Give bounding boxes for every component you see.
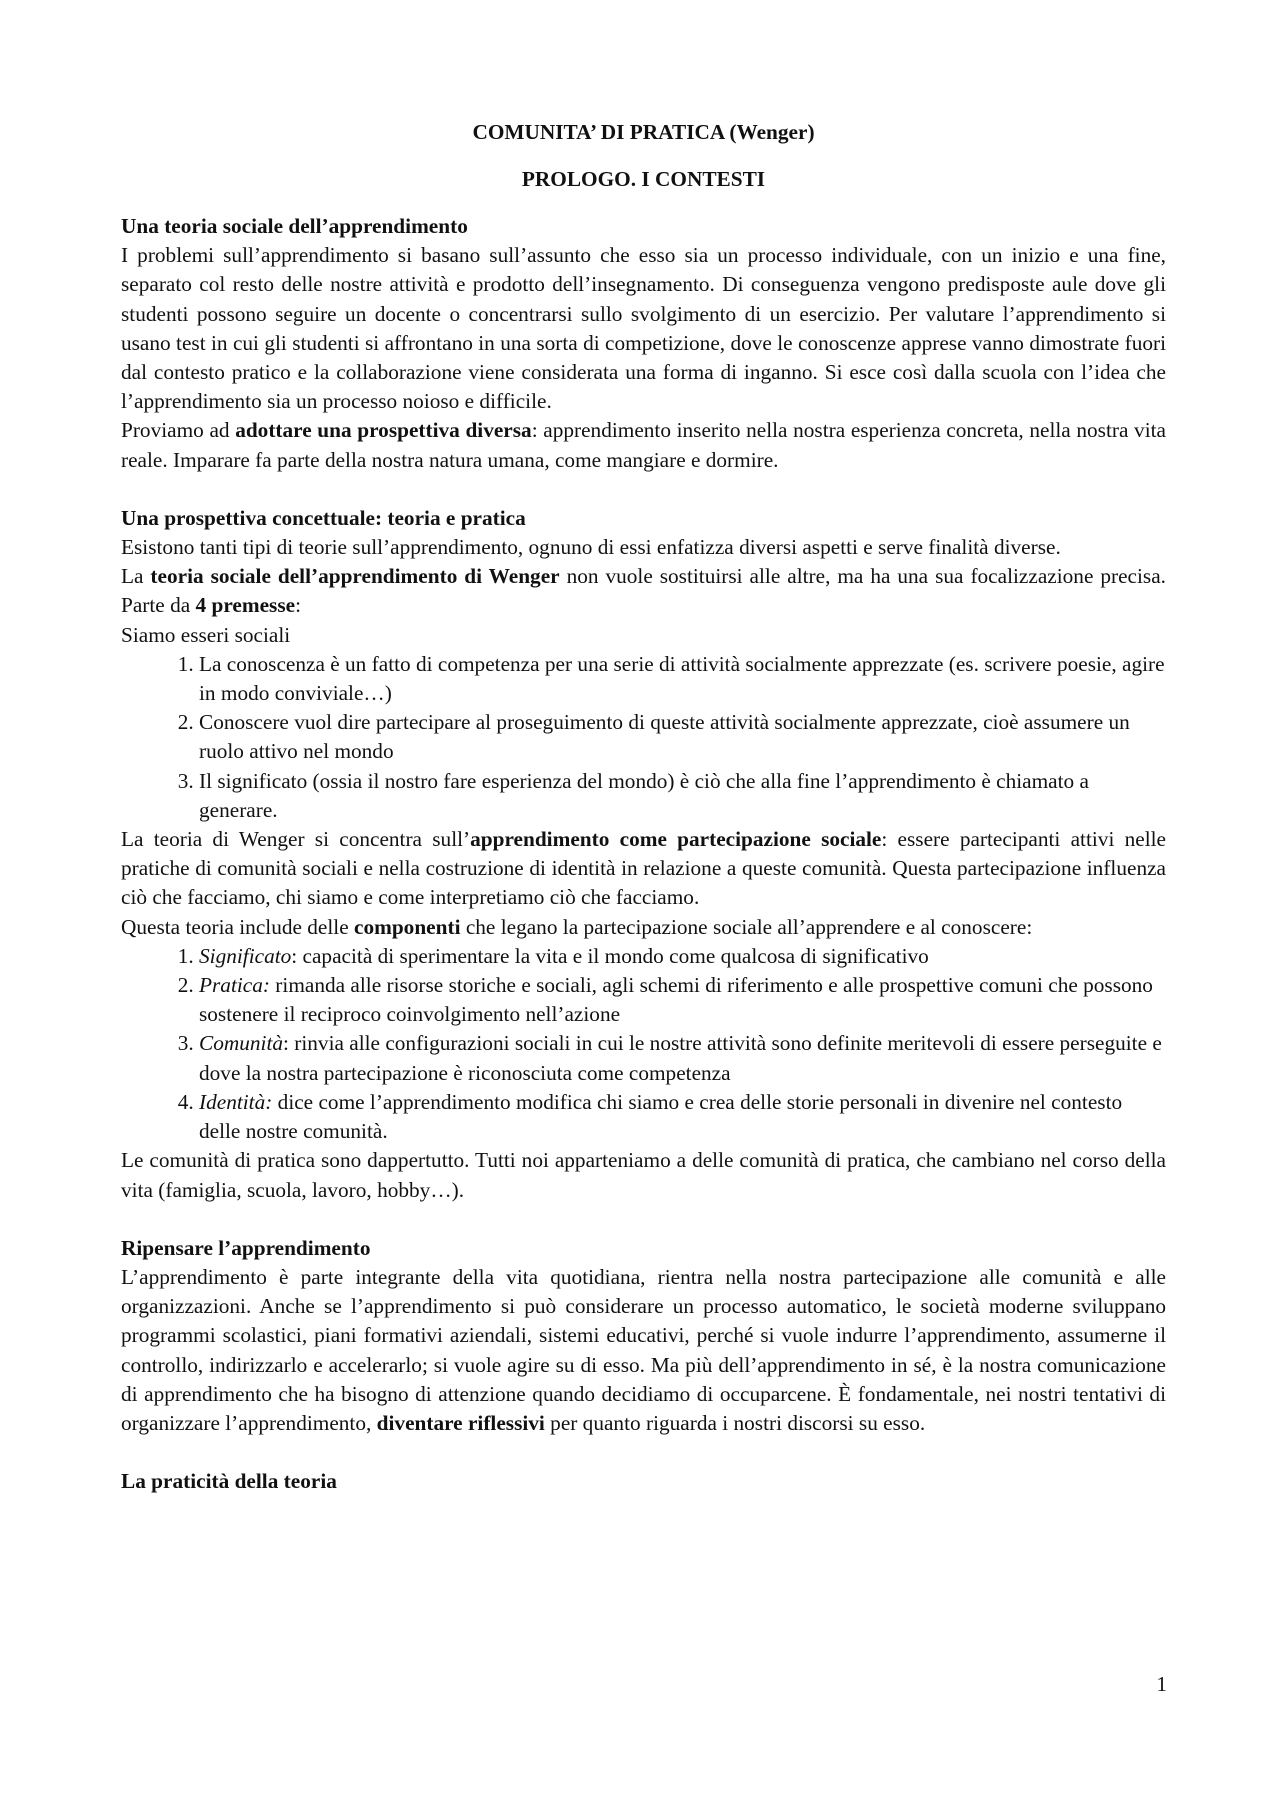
section-1-paragraph-1: I problemi sull’apprendimento si basano sull’assunto che esso sia un processo individuale, con un inizio e una fine, separato col resto delle nostre attività e prodotto dell’insegnamento. Di conseguenza vengono predisposte aule dove gli studenti possono seguire un docente o concentrarsi sullo svolgimento di un esercizio. Per valutare l’apprendimento si usano test in cui gli studenti si affrontano in una sorta di competizione, dove le conoscenze apprese vanno dimostrate fuori dal contesto pratico e la collaborazione viene considerata una forma di inganno. Si esce così dalla scuola con l’idea che l’apprendimento sia un processo noioso e difficile. bbox=[121, 243, 1166, 414]
text-run: : capacità di sperimentare la vita e il mondo come qualcosa di significativo bbox=[291, 943, 929, 968]
section-3-paragraph-1 bbox=[121, 1263, 1166, 1438]
bold-run: adottare una prospettiva diversa bbox=[235, 418, 532, 443]
section-2-paragraph-2 bbox=[121, 562, 1166, 620]
text-run: : essere partecipanti attivi nelle pratiche di comunità sociali e nella costruzione di identità in relazione a queste comunità. Questa partecipazione influenza ciò che facciamo, chi siamo e come interpretiamo ciò che facciamo. bbox=[121, 827, 1166, 910]
text-run: Questa teoria include delle bbox=[121, 914, 354, 939]
bold-run: diventare riflessivi bbox=[376, 1410, 545, 1435]
section-2-paragraph-1: Esistono tanti tipi di teorie sull’apprendimento, ognuno di essi enfatizza diversi aspetti e serve finalità diverse. bbox=[121, 535, 1061, 560]
text-run: La bbox=[121, 564, 151, 589]
text-run: : bbox=[295, 593, 301, 618]
document-subtitle: PROLOGO. I CONTESTI bbox=[521, 167, 766, 191]
section-2-paragraph-3: Siamo esseri sociali bbox=[121, 622, 291, 647]
list-item: 3. Il significato (ossia il nostro fare esperienza del mondo) è ciò che alla fine l’apprendimento è chiamato a generare. bbox=[199, 767, 1166, 825]
section-2-paragraph-6: Le comunità di pratica sono dappertutto. Tutti noi apparteniamo a delle comunità di pratica, che cambiano nel corso della vita (famiglia, scuola, lavoro, hobby…). bbox=[121, 1148, 1166, 1202]
document-body bbox=[121, 118, 1166, 1496]
list-item bbox=[199, 1088, 1166, 1146]
list-item bbox=[199, 1029, 1166, 1087]
bold-run: 4 premesse bbox=[195, 593, 296, 618]
list-item bbox=[199, 942, 1166, 971]
page-number: 1 bbox=[1156, 1672, 1167, 1696]
section-heading-praticita: La praticità della teoria bbox=[121, 1469, 337, 1494]
italic-term: Comunità bbox=[199, 1031, 284, 1056]
premesse-list bbox=[121, 650, 1166, 825]
text-run: L’apprendimento è parte integrante della vita quotidiana, rientra nella nostra partecipazione alle comunità e alle organizzazioni. Anche se l’apprendimento si può considerare un processo automatico, le società moderne sviluppano programmi scolastici, piani formativi aziendali, sistemi educativi, perché si vuole indurre l’apprendimento, assumerne il controllo, indirizzarlo e accelerarlo; si vuole agire su di esso. Ma più dell’apprendimento in sé, è la nostra comunicazione di apprendimento che ha bisogno di attenzione quando decidiamo di occuparcene. È fondamentale, nei nostri tentativi di organizzare l’apprendimento, bbox=[121, 1264, 1166, 1435]
text-run: Proviamo ad bbox=[121, 418, 236, 443]
list-item bbox=[199, 971, 1166, 1029]
text-run: dice come l’apprendimento modifica chi siamo e crea delle storie personali in divenire nel contesto delle nostre comunità. bbox=[199, 1089, 1123, 1144]
text-run: non vuole sostituirsi alle altre, ma ha una sua focalizzazione precisa. Parte da bbox=[121, 564, 1166, 618]
text-run: rimanda alle risorse storiche e sociali, agli schemi di riferimento e alle prospettive comuni che possono sostenere il reciproco coinvolgimento nell’azione bbox=[199, 973, 1153, 1027]
text-run: : rinvia alle configurazioni sociali in cui le nostre attività sono definite meritevoli di essere perseguite e dove la nostra partecipazione è riconosciuta come competenza bbox=[199, 1031, 1162, 1085]
text-run: : apprendimento inserito nella nostra esperienza concreta, nella nostra vita reale. Imparare fa parte della nostra natura umana, come mangiare e dormire. bbox=[121, 418, 1166, 472]
section-heading-prospettiva-concettuale: Una prospettiva concettuale: teoria e pratica bbox=[121, 505, 526, 530]
bold-run: teoria sociale dell’apprendimento di Wenger bbox=[150, 564, 560, 589]
section-heading-teoria-sociale: Una teoria sociale dell’apprendimento bbox=[121, 214, 468, 238]
section-heading-ripensare: Ripensare l’apprendimento bbox=[121, 1235, 371, 1260]
text-run: che legano la partecipazione sociale all’apprendere e al conoscere: bbox=[460, 914, 1033, 939]
list-item: 1. La conoscenza è un fatto di competenza per una serie di attività socialmente apprezzate (es. scrivere poesie, agire in modo conviviale…) bbox=[199, 650, 1166, 708]
italic-term: Pratica: bbox=[199, 973, 270, 998]
text-run: La teoria di Wenger si concentra sull’ bbox=[121, 827, 471, 852]
section-1-paragraph-2 bbox=[121, 416, 1166, 474]
italic-term: Significato bbox=[199, 943, 292, 968]
bold-run: apprendimento come partecipazione sociale bbox=[470, 827, 882, 852]
document-title: COMUNITA’ DI PRATICA (Wenger) bbox=[472, 120, 815, 144]
italic-term: Identità: bbox=[199, 1089, 273, 1114]
section-2-paragraph-5 bbox=[121, 913, 1166, 942]
text-run: per quanto riguarda i nostri discorsi su esso. bbox=[544, 1410, 926, 1435]
componenti-list bbox=[121, 942, 1166, 1146]
bold-run: componenti bbox=[354, 914, 461, 939]
section-2-paragraph-4 bbox=[121, 825, 1166, 913]
list-item: 2. Conoscere vuol dire partecipare al proseguimento di queste attività socialmente apprezzate, cioè assumere un ruolo attivo nel mondo bbox=[199, 708, 1166, 766]
